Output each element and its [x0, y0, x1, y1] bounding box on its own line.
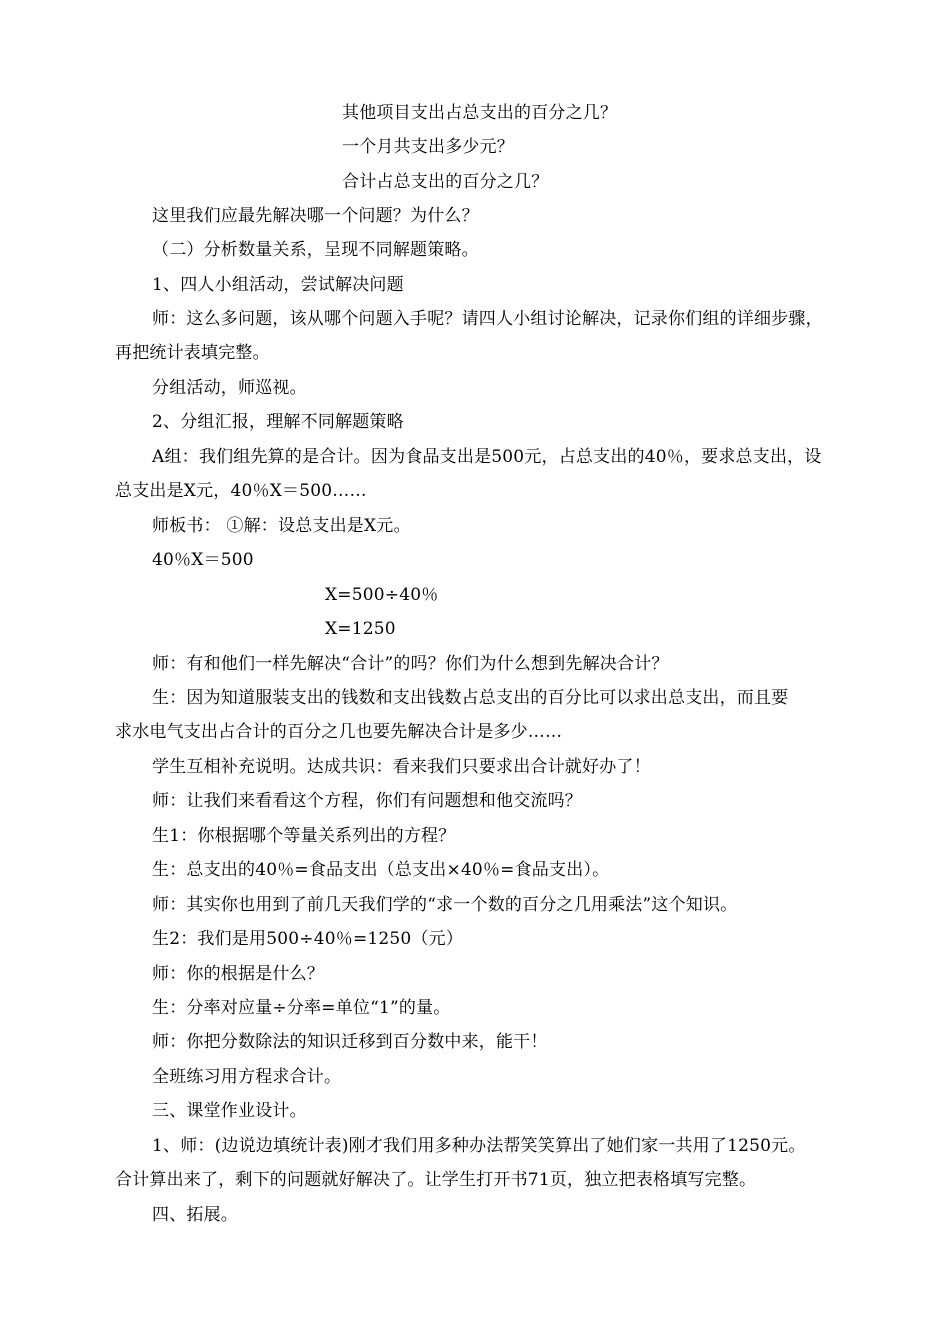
text-line: 学生互相补充说明。达成共识：看来我们只要求出合计就好办了！: [152, 757, 651, 777]
equation-line: X=1250: [325, 619, 396, 639]
text-line: 师：有和他们一样先解决“合计”的吗？你们为什么想到先解决合计？: [152, 654, 669, 674]
equation-line: 40％X＝500: [152, 550, 254, 570]
text-line: 1、师：(边说边填统计表)刚才我们用多种办法帮笑笑算出了她们家一共用了1250元。: [152, 1136, 806, 1156]
step-heading: 2、分组汇报，理解不同解题策略: [152, 412, 404, 432]
text-line: 生：因为知道服装支出的钱数和支出钱数占总支出的百分比可以求出总支出，而且要: [152, 688, 789, 708]
text-line: 师板书： ①解：设总支出是X元。: [152, 516, 411, 536]
section-heading: （二）分析数量关系，呈现不同解题策略。: [152, 240, 479, 260]
text-line: 生1：你根据哪个等量关系列出的方程？: [152, 826, 456, 846]
text-line: 这里我们应最先解决哪一个问题？为什么？: [152, 206, 479, 226]
text-line: 生：总支出的40％=食品支出（总支出×40％=食品支出）。: [152, 860, 610, 880]
text-line: 师：你把分数除法的知识迁移到百分数中来，能干！: [152, 1032, 548, 1052]
text-line: A组：我们组先算的是合计。因为食品支出是500元，占总支出的40％，要求总支出，设: [152, 447, 822, 467]
text-line: 分组活动，师巡视。: [152, 378, 307, 398]
paragraph: [115, 1129, 871, 1197]
text-line: 全班练习用方程求合计。: [152, 1067, 342, 1087]
equation-line: X=500÷40％: [325, 585, 439, 605]
paragraph: [115, 681, 871, 749]
text-line: 再把统计表填完整。: [115, 343, 270, 363]
text-line: 生2：我们是用500÷40％=1250（元）: [152, 929, 464, 949]
text-line: 师：让我们来看看这个方程，你们有问题想和他交流吗？: [152, 791, 582, 811]
section-heading: 四、拓展。: [152, 1205, 238, 1225]
text-line: 师：你的根据是什么？: [152, 964, 324, 984]
question-total-percent: 合计占总支出的百分之几？: [342, 172, 549, 192]
step-heading: 1、四人小组活动，尝试解决问题: [152, 275, 404, 295]
paragraph: [115, 302, 871, 370]
text-line: 合计算出来了，剩下的问题就好解决了。让学生打开书71页，独立把表格填写完整。: [115, 1170, 757, 1190]
text-line: 生：分率对应量÷分率=单位“1”的量。: [152, 998, 451, 1018]
question-monthly-total: 一个月共支出多少元？: [342, 137, 514, 157]
section-heading: 三、课堂作业设计。: [152, 1101, 307, 1121]
paragraph: [115, 440, 871, 508]
text-line: 师：这么多问题，该从哪个问题入手呢？请四人小组讨论解决，记录你们组的详细步骤，: [152, 309, 823, 329]
question-other-items: 其他项目支出占总支出的百分之几？: [342, 103, 618, 123]
text-line: 求水电气支出占合计的百分之几也要先解决合计是多少……: [115, 722, 563, 742]
text-line: 师：其实你也用到了前几天我们学的“求一个数的百分之几用乘法”这个知识。: [152, 895, 738, 915]
text-line: 总支出是X元，40％X＝500……: [115, 481, 367, 501]
